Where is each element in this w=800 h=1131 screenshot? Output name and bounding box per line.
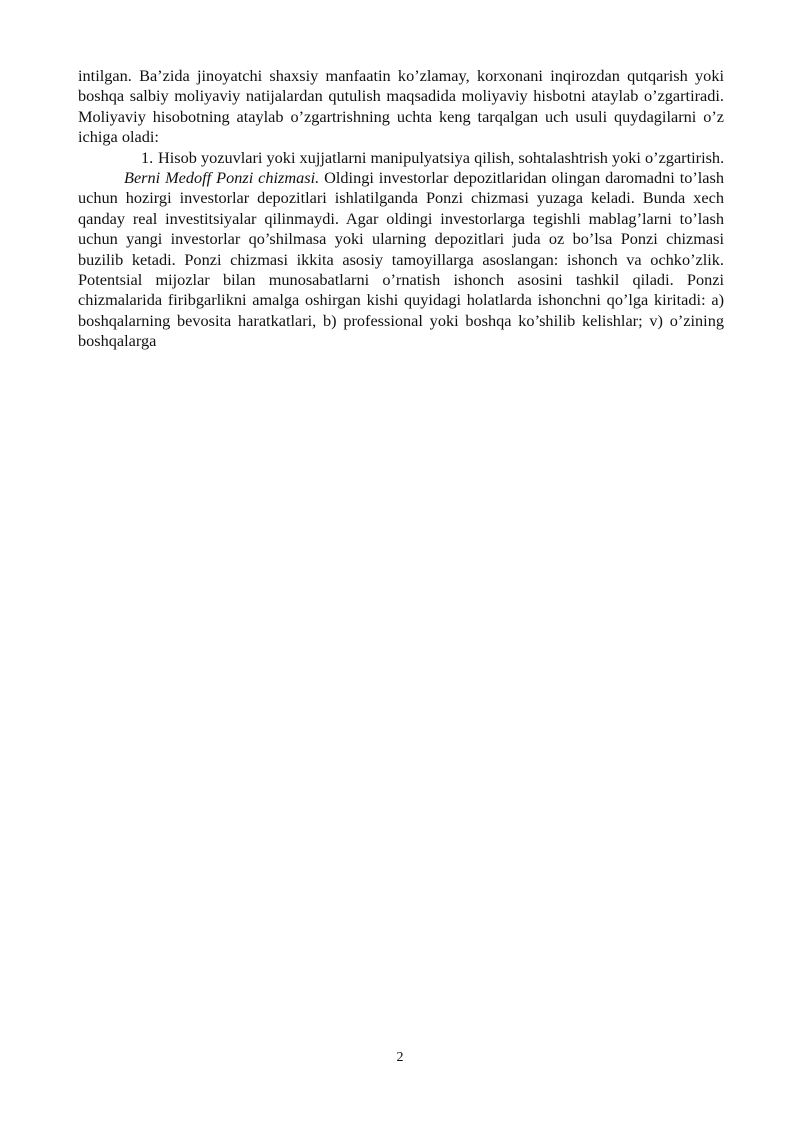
list-item-text: Hisob yozuvlari yoki xujjatlarni manipulyatsiya qilish, sohtalashtrish yoki o’zgartirish. (158, 147, 725, 167)
ponzi-text: Oldingi investorlar depozitlaridan olingan daromadni to’lash uchun hozirgi investorlar depozitlari ishlatilganda Ponzi chizmasi yuzaga keladi. Bunda xech qanday real investitsiyalar qilinmaydi. Agar oldingi investorlarga tegishli mablag’larni to’lash uchun yangi investorlar qo’shilmasa yoki ularning depozitlari juda oz bo’lsa Ponzi chizmasi buzilib ketadi. Ponzi chizmasi ikkita asosiy tamoyillarga asoslangan: ishonch va ochko’zlik. Potentsial mijozlar bilan munosabatlarni o’rnatish ishonch asosini tashkil qiladi. Ponzi chizmalarida firibgarlikni amalga oshirgan kishi quyidagi holatlarda ishonchni qo’lga kiritadi: a) boshqalarning bevosita haratkatlari, b) professional yoki boshqa ko’shilib kelishlar; v) o’zining boshqalarga (78, 168, 725, 351)
numbered-list (78, 148, 724, 168)
document-body (78, 66, 724, 352)
paragraph-ponzi (78, 168, 724, 352)
ponzi-heading: Berni Medoff Ponzi chizmasi. (124, 168, 320, 188)
paragraph-intro: intilgan. Ba’zida jinoyatchi shaxsiy manfaatin ko’zlamay, korxonani inqirozdan qutqarish yoki boshqa salbiy moliyaviy natijalardan qutulish maqsadida moliyaviy hisbotni ataylab o’zgartiradi. Moliyaviy hisobotning ataylab o’zgartrishning uchta keng tarqalgan uch usuli quydagilarni o’z ichiga oladi: (78, 66, 724, 147)
list-item (141, 148, 762, 168)
page-number: 2 (396, 1050, 404, 1065)
list-item-number: 1. (141, 147, 154, 167)
